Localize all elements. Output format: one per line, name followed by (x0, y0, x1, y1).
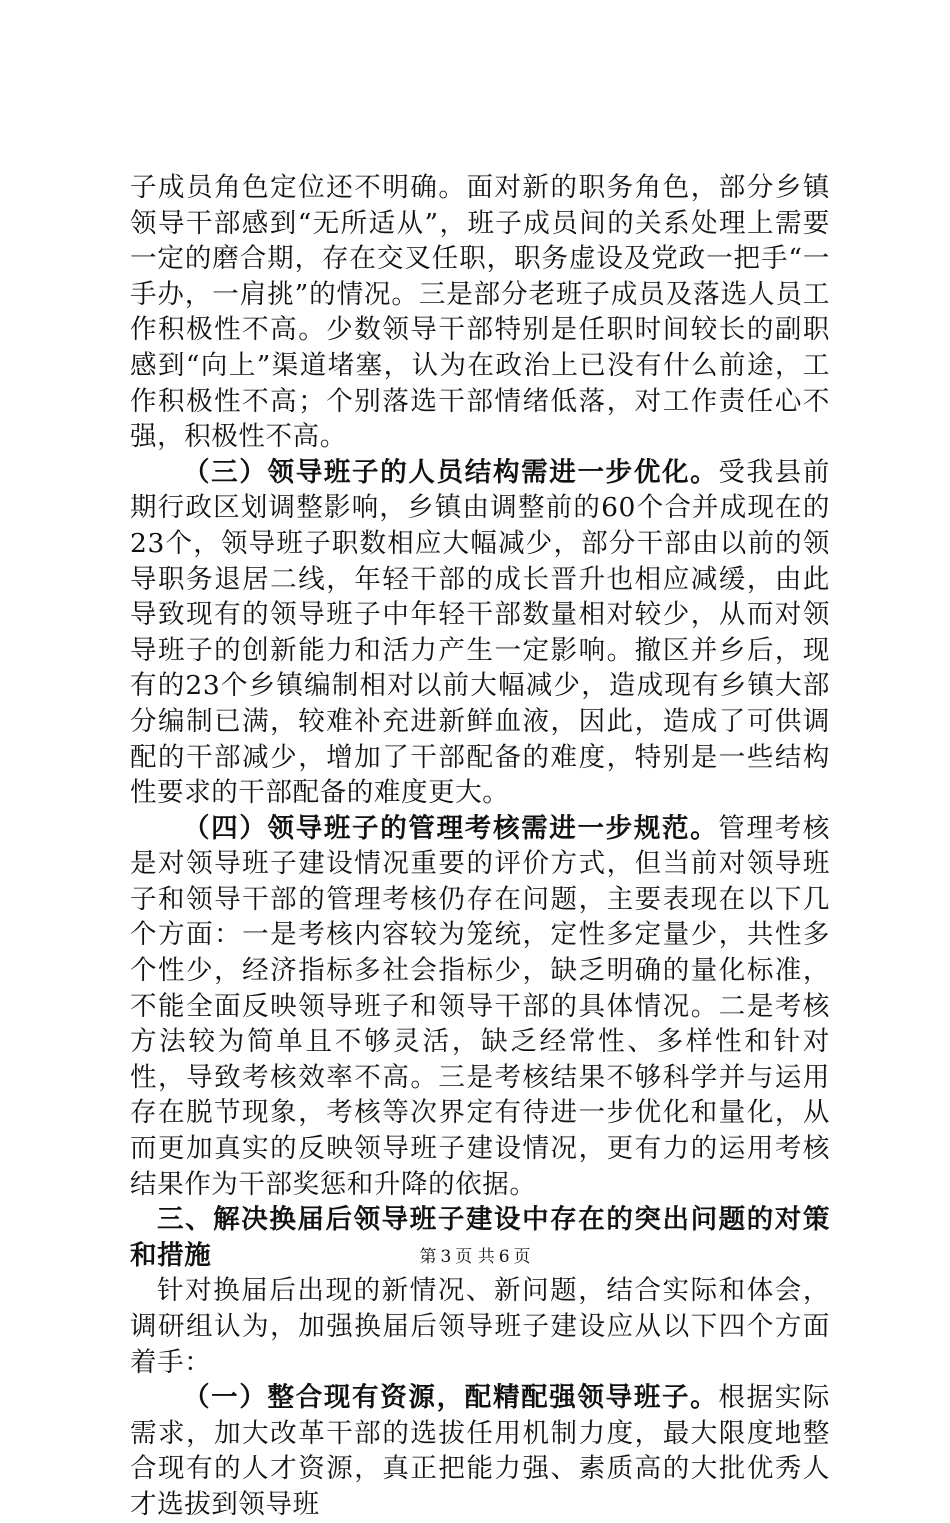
section-body-4: 管理考核是对领导班子建设情况重要的评价方式，但当前对领导班子和领导干部的管理考核仍存在问题，主要表现在以下几个方面：一是考核内容较为笼统，定性多定量少，共性多个性少，经济指标多社会指标少，缺乏明确的量化标准，不能全面反映领导班子和领导干部的具体情况。二是考核方法较为简单且不够灵活，缺乏经常性、多样性和针对性，导致考核效率不高。三是考核结果不够科学并与运用存在脱节现象，考核等次界定有待进一步优化和量化，从而更加真实的反映领导班子建设情况，更有力的运用考核结果作为干部奖惩和升降的依据。 (130, 812, 830, 1200)
paragraph-section-4 (130, 811, 830, 1203)
footer-mid: 页 共 (455, 1247, 495, 1267)
footer-prefix: 第 (419, 1247, 437, 1267)
measure-heading-1: （一）整合现有资源，配精配强领导班子。 (183, 1382, 719, 1414)
section-heading-3: （三）领导班子的人员结构需进一步优化。 (183, 456, 719, 488)
chapter-heading-3: 三、解决换届后领导班子建设中存在的突出问题的对策和措施 (130, 1204, 830, 1271)
paragraph-section-3 (130, 455, 830, 811)
paragraph-continued: 子成员角色定位还不明确。面对新的职务角色，部分乡镇领导干部感到“无所适从”，班子成员间的关系处理上需要一定的磨合期，存在交叉任职，职务虚设及党政一把手“一手办，一肩挑”的情况。三是部分老班子成员及落选人员工作积极性不高。少数领导干部特别是任职时间较长的副职感到“向上”渠道堵塞，认为在政治上已没有什么前途，工作积极性不高；个别落选干部情绪低落，对工作责任心不强，积极性不高。 (130, 172, 830, 453)
paragraph-measure-1 (130, 1380, 830, 1522)
footer-suffix: 页 (513, 1247, 531, 1267)
page-footer (0, 1242, 950, 1267)
paragraph-intro: 针对换届后出现的新情况、新问题，结合实际和体会，调研组认为，加强换届后领导班子建设应从以下四个方面着手： (130, 1275, 830, 1378)
section-body-3: 受我县前期行政区划调整影响，乡镇由调整前的60个合并成现在的23个，领导班子职数相应大幅减少，部分干部由以前的领导职务退居二线，年轻干部的成长晋升也相应减缓，由此导致现有的领导班子中年轻干部数量相对较少，从而对领导班子的创新能力和活力产生一定影响。撤区并乡后，现有的23个乡镇编制相对以前大幅减少，造成现有乡镇大部分编制已满，较难补充进新鲜血液，因此，造成了可供调配的干部减少，增加了干部配备的难度，特别是一些结构性要求的干部配备的难度更大。 (130, 456, 830, 809)
footer-page-total: 6 (498, 1247, 510, 1267)
measure-body-1: 根据实际需求，加大改革干部的选拔任用机制力度，最大限度地整合现有的人才资源，真正把能力强、素质高的大批优秀人才选拔到领导班 (130, 1382, 830, 1520)
footer-page-number: 3 (440, 1247, 452, 1267)
section-heading-4: （四）领导班子的管理考核需进一步规范。 (183, 812, 719, 844)
document-body (130, 170, 830, 1523)
